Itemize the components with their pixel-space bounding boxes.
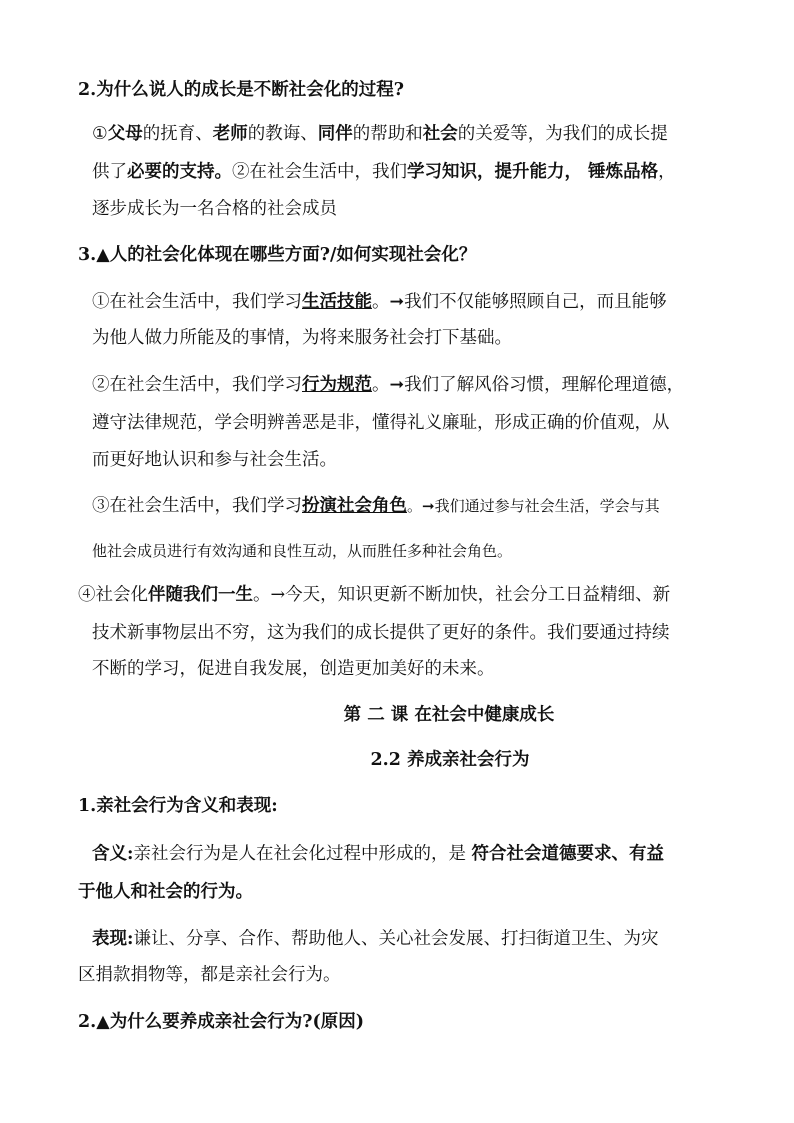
text-span: ②在社会生活中，我们 xyxy=(232,162,407,182)
text-span: 的关爱等，为我们的成长提 xyxy=(457,124,668,144)
underlined-term: 生活技能 xyxy=(302,292,372,312)
text-span: 。➞我们不仅能够照顾自己，而且能够 xyxy=(372,292,667,312)
bold-term: 父母 xyxy=(107,124,143,144)
definition-line-cont: 于他人和社会的行为。 xyxy=(78,882,253,902)
q2-paragraph-line-1 xyxy=(92,123,668,145)
q3-point-1 xyxy=(92,291,667,313)
text-span: ， xyxy=(658,162,676,182)
q3-point-2 xyxy=(92,374,684,396)
q3-point-3-cont: 他社会成员进行有效沟通和良性互动，从而胜任多种社会角色。 xyxy=(92,542,513,560)
text-span: 谦让、分享、合作、帮助他人、关心社会发展、打扫街道卫生、为灾 xyxy=(133,929,659,949)
definition-label: 含义: xyxy=(92,844,134,864)
text-span: ③在社会生活中，我们学习 xyxy=(92,496,302,516)
text-span: 。→今天，知识更新不断加快，社会分工日益精细、新 xyxy=(253,585,671,605)
bold-term: 学习知识，提升能力， xyxy=(407,162,582,182)
text-span: ① xyxy=(92,124,108,144)
bold-term: 老师 xyxy=(212,124,248,144)
bold-term: 社会 xyxy=(422,124,458,144)
q3-point-4 xyxy=(78,584,670,606)
text-span: ①在社会生活中，我们学习 xyxy=(92,292,302,312)
q3-point-4-cont: 技术新事物层出不穷，这为我们的成长提供了更好的条件。我们要通过持续 xyxy=(92,623,670,643)
manifestation-line-cont: 区捐款捐物等，都是亲社会行为。 xyxy=(78,965,341,985)
bold-term: 同伴 xyxy=(317,124,353,144)
q2-paragraph-line-2 xyxy=(92,161,676,183)
text-span: 供了 xyxy=(92,162,127,182)
q3-point-2-cont: 遵守法律规范，学会明辨善恶是非，懂得礼义廉耻，形成正确的价值观，从 xyxy=(92,413,670,433)
q3-point-4-cont2: 不断的学习，促进自我发展，创造更加美好的未来。 xyxy=(92,659,495,679)
lesson-title: 第 二 课 在社会中健康成长 xyxy=(343,705,555,725)
bold-term: 必要的支持。 xyxy=(127,162,232,182)
manifestation-label: 表现: xyxy=(92,929,134,949)
definition-line xyxy=(92,843,664,865)
manifestation-line xyxy=(92,928,658,950)
bold-term: 符合社会道德要求、有益 xyxy=(471,844,665,864)
section-1-heading: 1.亲社会行为含义和表现: xyxy=(78,796,278,816)
text-span: 的教诲、 xyxy=(247,124,318,144)
text-span: ②在社会生活中，我们学习 xyxy=(92,375,302,395)
underlined-term: 扮演社会角色 xyxy=(302,496,407,516)
section-title: 2.2 养成亲社会行为 xyxy=(370,750,530,770)
bold-term: 锤炼品格 xyxy=(582,162,659,182)
question-3-heading: 3.▲人的社会化体现在哪些方面?/如何实现社会化？ xyxy=(78,245,477,265)
text-span: 。➞我们通过参与社会生活，学会与其 xyxy=(407,497,660,515)
underlined-term: 行为规范 xyxy=(302,375,372,395)
q3-point-2-cont2: 而更好地认识和参与社会生活。 xyxy=(92,450,337,470)
text-span: 的抚育、 xyxy=(142,124,213,144)
q3-point-3 xyxy=(92,495,660,517)
bold-term: 伴随我们一生 xyxy=(148,585,253,605)
text-span: 的帮助和 xyxy=(352,124,423,144)
text-span: ④社会化 xyxy=(78,585,148,605)
question-2-heading: 2.为什么说人的成长是不断社会化的过程? xyxy=(78,80,405,100)
text-span: 亲社会行为是人在社会化过程中形成的，是 xyxy=(133,844,472,864)
text-span: 。➞我们了解风俗习惯，理解伦理道德， xyxy=(372,375,685,395)
q2-paragraph-line-3: 逐步成长为一名合格的社会成员 xyxy=(92,199,337,219)
section-2-heading: 2.▲为什么要养成亲社会行为?(原因) xyxy=(78,1012,365,1032)
q3-point-1-cont: 为他人做力所能及的事情，为将来服务社会打下基础。 xyxy=(92,328,512,348)
